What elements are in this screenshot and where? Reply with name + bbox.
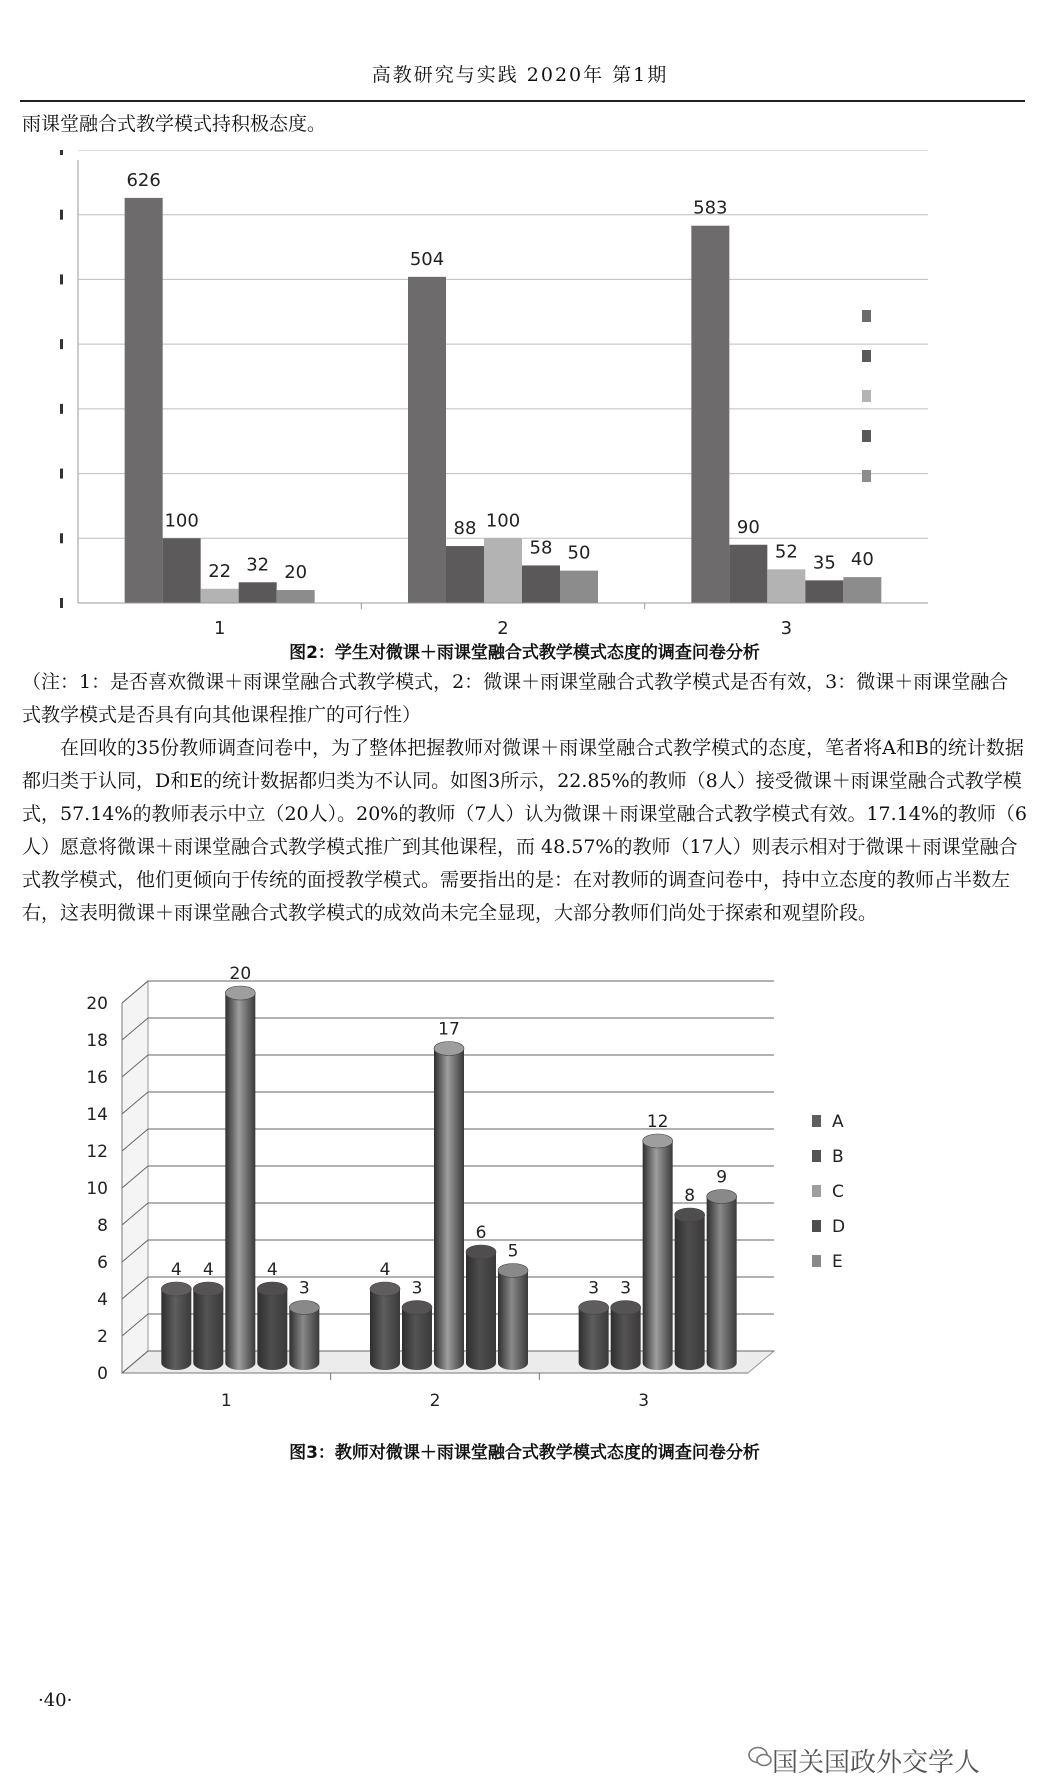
figure2-data-label: 35 — [812, 552, 836, 574]
figure2-tick-mark — [60, 150, 63, 155]
figure3-y-tick-label: 4 — [97, 1290, 108, 1310]
figure3-bar — [225, 993, 255, 1370]
figure2-x-tick-label: 2 — [497, 618, 509, 639]
figure2-data-label: 40 — [850, 549, 874, 571]
figure3-legend-swatch — [812, 1150, 821, 1162]
figure2-bar — [163, 538, 201, 603]
figure2-bar — [729, 545, 767, 603]
figure2-legend-swatch — [862, 310, 871, 322]
figure2-tick-mark — [60, 339, 63, 349]
figure3-legend-swatch — [812, 1255, 821, 1267]
figure3-data-label: 6 — [475, 1223, 487, 1243]
figure2-bar — [484, 538, 522, 603]
figure3-chart — [0, 955, 1049, 1425]
figure2-tick-mark — [60, 210, 63, 220]
figure3-bar — [643, 1141, 673, 1370]
figure3-bar — [402, 1308, 432, 1371]
figure3-x-tick-label: 2 — [429, 1391, 441, 1411]
figure3-data-label: 9 — [716, 1167, 728, 1188]
figure2-data-label: 88 — [453, 518, 477, 540]
figure3-y-tick-label: 2 — [97, 1327, 108, 1347]
figure2-data-label: 32 — [246, 554, 270, 576]
figure2-x-tick-label: 1 — [213, 618, 226, 639]
figure3-legend-label: E — [832, 1252, 843, 1272]
figure3-data-label: 4 — [202, 1260, 214, 1280]
figure3-data-label: 3 — [588, 1278, 600, 1299]
figure2-data-label: 504 — [409, 248, 445, 270]
journal-header: 高教研究与实践 2020年 第1期 — [371, 64, 669, 86]
figure2-bar — [767, 569, 805, 603]
figure2-bar — [843, 577, 881, 603]
figure3-bar-top — [434, 1042, 464, 1056]
figure3-bar-top — [193, 1282, 223, 1296]
figure3-bar-top — [643, 1134, 673, 1148]
figure3-bar — [257, 1289, 287, 1370]
figure3-legend-swatch — [812, 1220, 821, 1232]
figure3-legend-label: B — [832, 1147, 844, 1167]
figure2-legend-swatch — [862, 350, 871, 362]
figure3-y-tick-label: 14 — [86, 1105, 108, 1125]
figure3-data-label: 4 — [170, 1260, 182, 1280]
page-number: ·40· — [38, 1690, 73, 1711]
figure3-bar-top — [707, 1190, 737, 1204]
figure2-bar — [446, 546, 484, 603]
figure3-data-label: 17 — [438, 1019, 460, 1040]
figure2-bar — [125, 198, 163, 603]
figure2-tick-mark — [60, 404, 63, 414]
figure3-y-tick-label: 16 — [86, 1068, 108, 1088]
figure3-bar — [498, 1271, 528, 1371]
figure2-data-label: 100 — [485, 510, 521, 532]
figure2-bar — [691, 226, 729, 603]
figure3-data-label: 20 — [229, 964, 252, 984]
figure3-bar-top — [579, 1301, 609, 1315]
figure3-legend-label: C — [832, 1182, 844, 1202]
figure3-legend-swatch — [812, 1185, 821, 1197]
figure3-bar-top — [611, 1301, 641, 1315]
figure3-bar — [161, 1289, 191, 1370]
figure3-bar-top — [370, 1282, 400, 1296]
figure2-bar — [408, 277, 446, 603]
figure2-data-label: 90 — [736, 516, 760, 538]
figure3-bar — [289, 1308, 319, 1371]
figure3-bar-top — [402, 1301, 432, 1315]
body-paragraph: 在回收的35份教师调查问卷中，为了整体把握教师对微课＋雨课堂融合式教学模式的态度，笔者将A和B的统计数据都归类于认同，D和E的统计数据都归类为不认同。如图3所示，22.85%的教师（8人）接受微课＋雨课堂融合式教学模式，57.14%的教师表示中立（20人）。20%的教师（7人）认为微课＋雨课堂融合式教学模式有效。17.14%的教师（6人）愿意将微课＋雨课堂融合式教学模式推广到其他课程，而 48.57%的教师（17人）则表示相对于微课＋雨课堂融合式教学模式，他们更倾向于传统的面授教学模式。需要指出的是：在对教师的调查问卷中，持中立态度的教师占半数左右，这表明微课＋雨课堂融合式教学模式的成效尚未完全显现，大部分教师们尚处于探索和观望阶段。 — [22, 737, 1027, 924]
figure2-data-label: 100 — [164, 510, 199, 532]
figure2-data-label: 22 — [208, 560, 232, 582]
figure3-bar — [193, 1289, 223, 1370]
figure2-bar — [560, 571, 598, 603]
figure2-tick-mark — [60, 598, 63, 608]
figure3-bar-top — [498, 1264, 528, 1278]
figure3-caption: 图3：教师对微课＋雨课堂融合式教学模式态度的调查问卷分析 — [289, 1443, 760, 1463]
figure3-bar-top — [161, 1282, 191, 1296]
figure2-legend-swatch — [862, 470, 871, 482]
wechat-icon — [748, 1746, 772, 1768]
figure-note: （注：1：是否喜欢微课＋雨课堂融合式教学模式，2：微课＋雨课堂融合式教学模式是否有效，3：微课＋雨课堂融合式教学模式是否具有向其他课程推广的可行性） — [22, 671, 1009, 726]
figure3-data-label: 4 — [379, 1260, 391, 1280]
figure3-data-label: 3 — [411, 1278, 423, 1299]
figure2-data-label: 583 — [693, 197, 728, 219]
figure2-bar — [277, 590, 315, 603]
figure2-tick-mark — [60, 469, 63, 479]
figure3-bar — [434, 1049, 464, 1371]
figure2-bar — [239, 582, 277, 603]
figure3-y-tick-label: 10 — [86, 1179, 108, 1199]
figure2-bar — [522, 565, 560, 603]
figure2-bar — [805, 580, 843, 603]
figure3-bar — [611, 1308, 641, 1371]
figure2-tick-mark — [60, 533, 63, 543]
figure2-x-tick-label: 3 — [780, 618, 793, 639]
figure2-chart — [0, 150, 1049, 640]
figure3-bar-top — [257, 1282, 287, 1296]
figure3-y-tick-label: 20 — [86, 994, 108, 1014]
figure3-y-tick-label: 6 — [97, 1253, 108, 1273]
figure3-data-label: 5 — [507, 1241, 519, 1262]
watermark: 国关国政外交学人 — [772, 1748, 981, 1778]
figure3-bar — [579, 1308, 609, 1371]
figure3-x-tick-label: 1 — [220, 1391, 232, 1411]
header-rule — [20, 100, 1025, 102]
figure3-bar — [370, 1289, 400, 1370]
figure3-bar — [707, 1197, 737, 1371]
figure3-bar-top — [225, 986, 255, 1000]
figure3-y-tick-label: 18 — [86, 1031, 108, 1051]
figure3-bar — [675, 1215, 705, 1370]
figure3-bar-top — [289, 1301, 319, 1315]
figure3-data-label: 12 — [646, 1112, 669, 1132]
figure3-x-tick-label: 3 — [638, 1391, 650, 1411]
figure3-data-label: 3 — [298, 1278, 310, 1299]
figure2-data-label: 58 — [529, 537, 553, 559]
figure2-tick-mark — [60, 274, 63, 284]
figure2-bar — [201, 589, 239, 603]
figure2-legend-swatch — [862, 430, 871, 442]
figure2-data-label: 50 — [567, 542, 591, 564]
figure2-data-label: 20 — [284, 562, 308, 584]
figure3-y-tick-label: 8 — [97, 1216, 108, 1236]
figure3-legend-swatch — [812, 1115, 821, 1127]
figure2-data-label: 52 — [774, 541, 798, 563]
figure3-data-label: 4 — [266, 1260, 278, 1280]
figure3-bar-top — [675, 1208, 705, 1222]
figure3-bar — [466, 1252, 496, 1370]
figure3-gridline — [122, 981, 774, 1003]
figure3-y-tick-label: 12 — [86, 1142, 108, 1162]
figure3-data-label: 8 — [684, 1186, 696, 1206]
figure2-caption: 图2：学生对微课＋雨课堂融合式教学模式态度的调查问卷分析 — [289, 643, 760, 663]
figure3-legend-label: A — [832, 1112, 844, 1132]
figure2-data-label: 626 — [126, 169, 161, 191]
figure3-data-label: 3 — [620, 1278, 632, 1299]
figure3-legend-label: D — [832, 1217, 846, 1237]
figure2-legend-swatch — [862, 390, 871, 402]
figure3-bar-top — [466, 1245, 496, 1259]
intro-line: 雨课堂融合式教学模式持积极态度。 — [22, 113, 327, 135]
figure3-y-tick-label: 0 — [97, 1364, 108, 1384]
